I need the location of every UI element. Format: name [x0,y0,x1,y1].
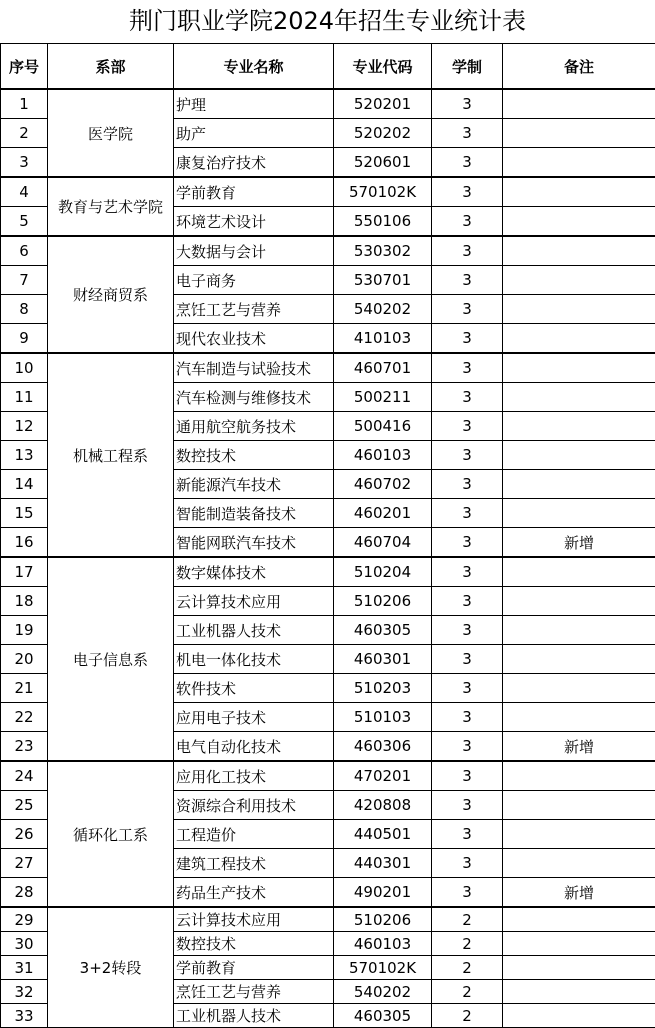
row-major: 应用化工技术 [174,761,334,791]
row-years: 2 [432,956,503,980]
row-note [503,849,655,878]
row-years: 3 [432,820,503,849]
row-code: 510203 [334,674,432,703]
row-major: 电子商务 [174,266,334,295]
row-major: 学前教育 [174,177,334,207]
row-no: 10 [1,353,48,383]
row-no: 30 [1,932,48,956]
row-major: 云计算技术应用 [174,907,334,932]
row-no: 20 [1,645,48,674]
row-years: 2 [432,1004,503,1028]
row-code: 460702 [334,470,432,499]
row-note [503,295,655,324]
row-note [503,266,655,295]
row-note [503,820,655,849]
row-major: 汽车检测与维修技术 [174,383,334,412]
row-code: 440501 [334,820,432,849]
row-no: 9 [1,324,48,354]
dept-cell: 医学院 [48,89,174,177]
row-note [503,470,655,499]
row-years: 3 [432,441,503,470]
dept-cell: 3+2转段 [48,907,174,1028]
row-years: 3 [432,587,503,616]
dept-cell: 教育与艺术学院 [48,177,174,236]
row-note [503,674,655,703]
row-major: 云计算技术应用 [174,587,334,616]
row-note [503,791,655,820]
dept-cell: 财经商贸系 [48,236,174,353]
row-note [503,412,655,441]
row-major: 工业机器人技术 [174,616,334,645]
table-row [1,236,655,266]
row-note [503,980,655,1004]
row-code: 490201 [334,878,432,908]
row-years: 3 [432,470,503,499]
row-major: 大数据与会计 [174,236,334,266]
row-years: 3 [432,236,503,266]
row-no: 13 [1,441,48,470]
row-years: 3 [432,616,503,645]
row-no: 7 [1,266,48,295]
row-code: 570102K [334,956,432,980]
row-note [503,324,655,354]
row-no: 2 [1,119,48,148]
row-years: 3 [432,849,503,878]
row-note [503,557,655,587]
row-code: 460305 [334,616,432,645]
row-no: 5 [1,207,48,237]
row-major: 康复治疗技术 [174,148,334,178]
row-years: 3 [432,412,503,441]
row-no: 3 [1,148,48,178]
row-major: 通用航空航务技术 [174,412,334,441]
row-major: 软件技术 [174,674,334,703]
row-code: 510206 [334,907,432,932]
row-no: 17 [1,557,48,587]
row-years: 3 [432,878,503,908]
row-code: 460704 [334,528,432,558]
row-years: 3 [432,528,503,558]
row-years: 3 [432,353,503,383]
dept-cell: 机械工程系 [48,353,174,557]
row-no: 23 [1,732,48,762]
row-major: 数字媒体技术 [174,557,334,587]
row-years: 3 [432,383,503,412]
row-code: 530302 [334,236,432,266]
row-years: 3 [432,324,503,354]
table-row [1,907,655,932]
dept-cell: 电子信息系 [48,557,174,761]
row-no: 6 [1,236,48,266]
row-years: 2 [432,932,503,956]
table-row [1,177,655,207]
row-note [503,907,655,932]
row-years: 3 [432,119,503,148]
row-major: 工程造价 [174,820,334,849]
row-code: 520202 [334,119,432,148]
row-major: 环境艺术设计 [174,207,334,237]
row-note [503,932,655,956]
row-major: 智能网联汽车技术 [174,528,334,558]
row-note: 新增 [503,878,655,908]
row-code: 460701 [334,353,432,383]
header-years: 学制 [432,44,503,90]
row-code: 570102K [334,177,432,207]
header-no: 序号 [1,44,48,90]
row-major: 应用电子技术 [174,703,334,732]
row-no: 21 [1,674,48,703]
row-note [503,499,655,528]
dept-cell: 循环化工系 [48,761,174,907]
row-years: 3 [432,89,503,119]
row-code: 520601 [334,148,432,178]
row-code: 470201 [334,761,432,791]
row-note [503,119,655,148]
row-no: 29 [1,907,48,932]
row-years: 3 [432,266,503,295]
row-code: 550106 [334,207,432,237]
row-code: 540202 [334,980,432,1004]
row-code: 460103 [334,441,432,470]
row-years: 3 [432,295,503,324]
row-no: 28 [1,878,48,908]
row-years: 2 [432,980,503,1004]
row-major: 工业机器人技术 [174,1004,334,1028]
row-years: 3 [432,791,503,820]
table-header-row [1,44,655,90]
row-no: 18 [1,587,48,616]
row-code: 500416 [334,412,432,441]
row-note [503,616,655,645]
row-note [503,645,655,674]
row-major: 烹饪工艺与营养 [174,295,334,324]
row-note: 新增 [503,732,655,762]
row-no: 4 [1,177,48,207]
row-major: 建筑工程技术 [174,849,334,878]
row-code: 510204 [334,557,432,587]
row-note: 新增 [503,528,655,558]
row-code: 520201 [334,89,432,119]
row-note [503,956,655,980]
row-no: 33 [1,1004,48,1028]
row-years: 3 [432,645,503,674]
row-major: 数控技术 [174,441,334,470]
row-years: 3 [432,674,503,703]
row-no: 12 [1,412,48,441]
row-code: 460306 [334,732,432,762]
table-row [1,89,655,119]
row-no: 16 [1,528,48,558]
row-years: 3 [432,177,503,207]
row-no: 22 [1,703,48,732]
row-note [503,383,655,412]
row-no: 26 [1,820,48,849]
row-major: 学前教育 [174,956,334,980]
row-years: 3 [432,732,503,762]
row-no: 8 [1,295,48,324]
row-years: 3 [432,207,503,237]
row-code: 460201 [334,499,432,528]
row-no: 1 [1,89,48,119]
row-no: 31 [1,956,48,980]
row-years: 2 [432,907,503,932]
row-major: 汽车制造与试验技术 [174,353,334,383]
row-no: 27 [1,849,48,878]
row-years: 3 [432,148,503,178]
row-no: 15 [1,499,48,528]
row-code: 500211 [334,383,432,412]
row-code: 460305 [334,1004,432,1028]
header-major: 专业名称 [174,44,334,90]
row-note [503,587,655,616]
row-major: 电气自动化技术 [174,732,334,762]
row-code: 410103 [334,324,432,354]
row-no: 14 [1,470,48,499]
row-note [503,703,655,732]
row-note [503,441,655,470]
page-title: 荆门职业学院2024年招生专业统计表 [128,7,527,35]
row-note [503,89,655,119]
row-code: 420808 [334,791,432,820]
row-note [503,1004,655,1028]
row-major: 烹饪工艺与营养 [174,980,334,1004]
row-years: 3 [432,761,503,791]
row-no: 25 [1,791,48,820]
row-code: 540202 [334,295,432,324]
row-code: 530701 [334,266,432,295]
row-years: 3 [432,499,503,528]
row-code: 460103 [334,932,432,956]
row-major: 数控技术 [174,932,334,956]
row-note [503,353,655,383]
row-note [503,761,655,791]
row-major: 药品生产技术 [174,878,334,908]
row-no: 19 [1,616,48,645]
row-no: 32 [1,980,48,1004]
header-code: 专业代码 [334,44,432,90]
row-note [503,207,655,237]
row-note [503,177,655,207]
row-no: 11 [1,383,48,412]
row-major: 护理 [174,89,334,119]
enrollment-table [0,43,655,1028]
row-years: 3 [432,703,503,732]
row-major: 现代农业技术 [174,324,334,354]
row-code: 440301 [334,849,432,878]
table-row [1,761,655,791]
row-code: 460301 [334,645,432,674]
row-major: 机电一体化技术 [174,645,334,674]
header-note: 备注 [503,44,655,90]
row-years: 3 [432,557,503,587]
header-dept: 系部 [48,44,174,90]
row-code: 510103 [334,703,432,732]
table-row [1,353,655,383]
row-no: 24 [1,761,48,791]
table-row [1,557,655,587]
row-major: 智能制造装备技术 [174,499,334,528]
row-major: 资源综合利用技术 [174,791,334,820]
row-major: 新能源汽车技术 [174,470,334,499]
row-note [503,236,655,266]
row-note [503,148,655,178]
row-code: 510206 [334,587,432,616]
row-major: 助产 [174,119,334,148]
